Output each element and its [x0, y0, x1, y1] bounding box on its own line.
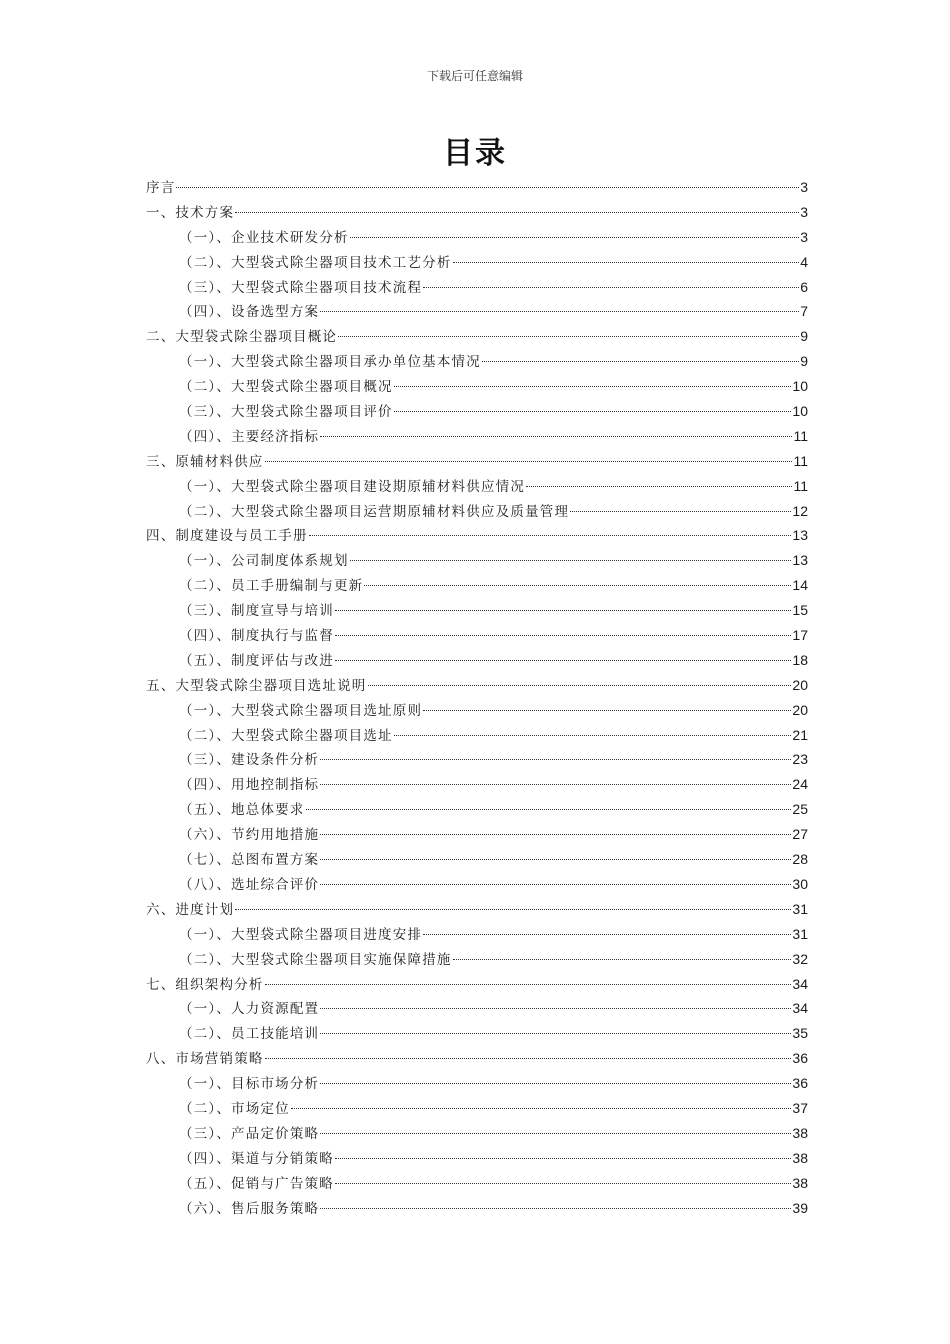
toc-entry-label: （四）、用地控制指标 — [179, 777, 320, 794]
toc-dot-leader — [291, 1108, 792, 1109]
toc-page-number: 15 — [792, 602, 808, 619]
toc-subsection-entry[interactable] — [146, 847, 808, 872]
toc-subsection-entry[interactable] — [146, 374, 808, 399]
toc-entry-label: （八）、选址综合评价 — [179, 876, 320, 893]
toc-subsection-entry[interactable] — [146, 225, 808, 250]
toc-section-entry[interactable] — [146, 324, 808, 349]
toc-entry-label: （五）、促销与广告策略 — [179, 1175, 334, 1192]
toc-dot-leader — [176, 187, 799, 188]
toc-entry-label: （二）、大型袋式除尘器项目运营期原辅材料供应及质量管理 — [179, 503, 570, 520]
toc-subsection-entry[interactable] — [146, 598, 808, 623]
toc-dot-leader — [364, 585, 791, 586]
toc-section-entry[interactable] — [146, 673, 808, 698]
toc-subsection-entry[interactable] — [146, 1021, 808, 1046]
toc-dot-leader — [335, 1183, 791, 1184]
toc-dot-leader — [320, 1008, 791, 1009]
toc-subsection-entry[interactable] — [146, 1096, 808, 1121]
toc-page-number: 30 — [792, 875, 808, 892]
toc-entry-label: （二）、员工技能培训 — [179, 1026, 320, 1043]
toc-page-number: 39 — [792, 1199, 808, 1216]
toc-subsection-entry[interactable] — [146, 299, 808, 324]
toc-entry-label: 二、大型袋式除尘器项目概论 — [146, 329, 338, 346]
toc-page-number: 38 — [792, 1149, 808, 1166]
toc-entry-label: （四）、制度执行与监督 — [179, 628, 334, 645]
toc-entry-label: （二）、大型袋式除尘器项目选址 — [179, 727, 393, 744]
toc-subsection-entry[interactable] — [146, 474, 808, 499]
toc-subsection-entry[interactable] — [146, 499, 808, 524]
toc-page-number: 28 — [792, 851, 808, 868]
toc-subsection-entry[interactable] — [146, 922, 808, 947]
toc-dot-leader — [265, 984, 792, 985]
toc-dot-leader — [482, 361, 799, 362]
toc-entry-label: 八、市场营销策略 — [146, 1051, 264, 1068]
toc-subsection-entry[interactable] — [146, 747, 808, 772]
toc-dot-leader — [350, 237, 800, 238]
toc-dot-leader — [423, 287, 799, 288]
toc-entry-label: （七）、总图布置方案 — [179, 852, 320, 869]
toc-dot-leader — [453, 262, 800, 263]
toc-page-number: 3 — [800, 228, 808, 245]
toc-subsection-entry[interactable] — [146, 275, 808, 300]
toc-page-number: 4 — [800, 253, 808, 270]
toc-page-number: 32 — [792, 950, 808, 967]
toc-dot-leader — [309, 535, 792, 536]
toc-entry-label: （一）、人力资源配置 — [179, 1001, 320, 1018]
toc-page-number: 3 — [800, 179, 808, 195]
toc-dot-leader — [453, 959, 792, 960]
toc-entry-label: （二）、大型袋式除尘器项目概况 — [179, 379, 393, 396]
toc-page-number: 11 — [793, 427, 808, 444]
toc-page-number: 38 — [792, 1174, 808, 1191]
toc-dot-leader — [320, 1033, 791, 1034]
toc-page-number: 20 — [792, 676, 808, 693]
toc-entry-label: （一）、大型袋式除尘器项目选址原则 — [179, 702, 423, 719]
toc-subsection-entry[interactable] — [146, 1171, 808, 1196]
toc-dot-leader — [335, 660, 791, 661]
toc-page-number: 37 — [792, 1099, 808, 1116]
toc-subsection-entry[interactable] — [146, 349, 808, 374]
toc-dot-leader — [320, 884, 791, 885]
toc-dot-leader — [350, 560, 792, 561]
toc-subsection-entry[interactable] — [146, 623, 808, 648]
toc-entry-label: （一）、目标市场分析 — [179, 1076, 320, 1093]
toc-entry-label: 三、原辅材料供应 — [146, 453, 264, 470]
toc-page-number: 9 — [800, 328, 808, 345]
toc-dot-leader — [306, 809, 792, 810]
toc-subsection-entry[interactable] — [146, 1071, 808, 1096]
toc-page-number: 34 — [792, 975, 808, 992]
toc-page-number: 3 — [800, 203, 808, 220]
toc-entry-label: （四）、主要经济指标 — [179, 428, 320, 445]
toc-page-number: 21 — [792, 726, 808, 743]
toc-entry-label: 六、进度计划 — [146, 901, 235, 918]
toc-subsection-entry[interactable] — [146, 772, 808, 797]
toc-dot-leader — [320, 1083, 791, 1084]
toc-subsection-entry[interactable] — [146, 1121, 808, 1146]
toc-entry-label: 序言 — [146, 180, 176, 196]
toc-entry-label: （一）、公司制度体系规划 — [179, 553, 349, 570]
toc-entry-label: （一）、大型袋式除尘器项目进度安排 — [179, 926, 423, 943]
toc-page-number: 25 — [792, 801, 808, 818]
toc-page-number: 35 — [792, 1025, 808, 1042]
toc-entry-label: （二）、员工手册编制与更新 — [179, 578, 364, 595]
toc-dot-leader — [320, 834, 791, 835]
toc-subsection-entry[interactable] — [146, 872, 808, 897]
toc-dot-leader — [423, 710, 791, 711]
toc-dot-leader — [320, 1208, 791, 1209]
toc-entry-label: （二）、大型袋式除尘器项目实施保障措施 — [179, 951, 452, 968]
toc-page-number: 7 — [800, 303, 808, 320]
toc-subsection-entry[interactable] — [146, 250, 808, 275]
toc-page-number: 24 — [792, 776, 808, 793]
toc-section-entry[interactable] — [146, 897, 808, 922]
toc-page-number: 31 — [792, 925, 808, 942]
toc-entry-label: （六）、售后服务策略 — [179, 1200, 320, 1217]
toc-page-number: 34 — [792, 1000, 808, 1017]
toc-page-number: 17 — [792, 627, 808, 644]
toc-dot-leader — [265, 1058, 792, 1059]
toc-subsection-entry[interactable] — [146, 723, 808, 748]
toc-entry-label: （五）、地总体要求 — [179, 802, 305, 819]
toc-page-number: 14 — [792, 577, 808, 594]
toc-subsection-entry[interactable] — [146, 1196, 808, 1221]
toc-subsection-entry[interactable] — [146, 1146, 808, 1171]
toc-page-number: 9 — [800, 353, 808, 370]
toc-entry-label: 一、技术方案 — [146, 204, 235, 221]
toc-dot-leader — [338, 336, 799, 337]
toc-subsection-entry[interactable] — [146, 822, 808, 847]
toc-page-number: 12 — [792, 502, 808, 519]
toc-dot-leader — [335, 610, 791, 611]
toc-entry-label: （五）、制度评估与改进 — [179, 652, 334, 669]
toc-entry-label: （四）、设备选型方案 — [179, 304, 320, 321]
toc-dot-leader — [320, 1133, 791, 1134]
toc-page-number: 38 — [792, 1124, 808, 1141]
toc-page-number: 23 — [792, 751, 808, 768]
toc-entry-label: 四、制度建设与员工手册 — [146, 528, 308, 545]
toc-dot-leader — [320, 759, 791, 760]
toc-subsection-entry[interactable] — [146, 424, 808, 449]
toc-page-number: 11 — [793, 452, 808, 469]
toc-entry-label: （一）、企业技术研发分析 — [179, 229, 349, 246]
toc-subsection-entry[interactable] — [146, 573, 808, 598]
toc-dot-leader — [320, 784, 791, 785]
toc-subsection-entry[interactable] — [146, 996, 808, 1021]
header-note: 下载后可任意编辑 — [426, 69, 523, 83]
toc-entry-label: （三）、大型袋式除尘器项目评价 — [179, 404, 393, 421]
toc-subsection-entry[interactable] — [146, 648, 808, 673]
toc-page-number: 6 — [800, 278, 808, 295]
toc-section-entry[interactable] — [146, 1046, 808, 1071]
toc-page-number: 10 — [792, 378, 808, 395]
toc-entry-label: （三）、产品定价策略 — [179, 1125, 320, 1142]
toc-dot-leader — [394, 386, 792, 387]
toc-entry-label: 七、组织架构分析 — [146, 976, 264, 993]
toc-entry-label: （六）、节约用地措施 — [179, 827, 320, 844]
toc-entry-label: （三）、制度宣导与培训 — [179, 603, 334, 620]
toc-entry-label: （三）、大型袋式除尘器项目技术流程 — [179, 279, 423, 296]
toc-entry-label: （二）、大型袋式除尘器项目技术工艺分析 — [179, 254, 452, 271]
toc-section-entry[interactable] — [146, 200, 808, 225]
toc-entry-label: （三）、建设条件分析 — [179, 752, 320, 769]
toc-entry-label: （二）、市场定位 — [179, 1100, 290, 1117]
toc-dot-leader — [335, 635, 791, 636]
toc-dot-leader — [235, 212, 799, 213]
toc-section-entry[interactable] — [146, 175, 808, 200]
toc-dot-leader — [320, 859, 791, 860]
toc-page-number: 36 — [792, 1075, 808, 1092]
toc-subsection-entry[interactable] — [146, 399, 808, 424]
toc-dot-leader — [423, 934, 791, 935]
toc-page-number: 10 — [792, 403, 808, 420]
toc-entry-label: 五、大型袋式除尘器项目选址说明 — [146, 677, 367, 694]
toc-subsection-entry[interactable] — [146, 698, 808, 723]
toc-subsection-entry[interactable] — [146, 947, 808, 972]
toc-dot-leader — [570, 511, 791, 512]
toc-dot-leader — [394, 411, 792, 412]
toc-dot-leader — [394, 735, 792, 736]
toc-subsection-entry[interactable] — [146, 797, 808, 822]
page-title: 目录 — [443, 136, 507, 171]
toc-dot-leader — [320, 436, 792, 437]
toc-dot-leader — [335, 1158, 791, 1159]
toc-dot-leader — [235, 909, 791, 910]
toc-dot-leader — [368, 685, 792, 686]
table-of-contents — [146, 175, 808, 1220]
toc-entry-label: （一）、大型袋式除尘器项目承办单位基本情况 — [179, 354, 481, 371]
toc-page-number: 27 — [792, 826, 808, 843]
toc-dot-leader — [265, 461, 793, 462]
toc-page-number: 20 — [792, 701, 808, 718]
toc-page-number: 18 — [792, 651, 808, 668]
toc-section-entry[interactable] — [146, 972, 808, 997]
toc-entry-label: （四）、渠道与分销策略 — [179, 1150, 334, 1167]
toc-page-number: 13 — [792, 552, 808, 569]
toc-dot-leader — [320, 311, 799, 312]
toc-page-number: 31 — [792, 900, 808, 917]
toc-section-entry[interactable] — [146, 523, 808, 548]
toc-subsection-entry[interactable] — [146, 548, 808, 573]
toc-page-number: 36 — [792, 1050, 808, 1067]
toc-entry-label: （一）、大型袋式除尘器项目建设期原辅材料供应情况 — [179, 478, 526, 495]
toc-dot-leader — [526, 486, 792, 487]
toc-page-number: 11 — [793, 477, 808, 494]
toc-page-number: 13 — [792, 527, 808, 544]
toc-section-entry[interactable] — [146, 449, 808, 474]
